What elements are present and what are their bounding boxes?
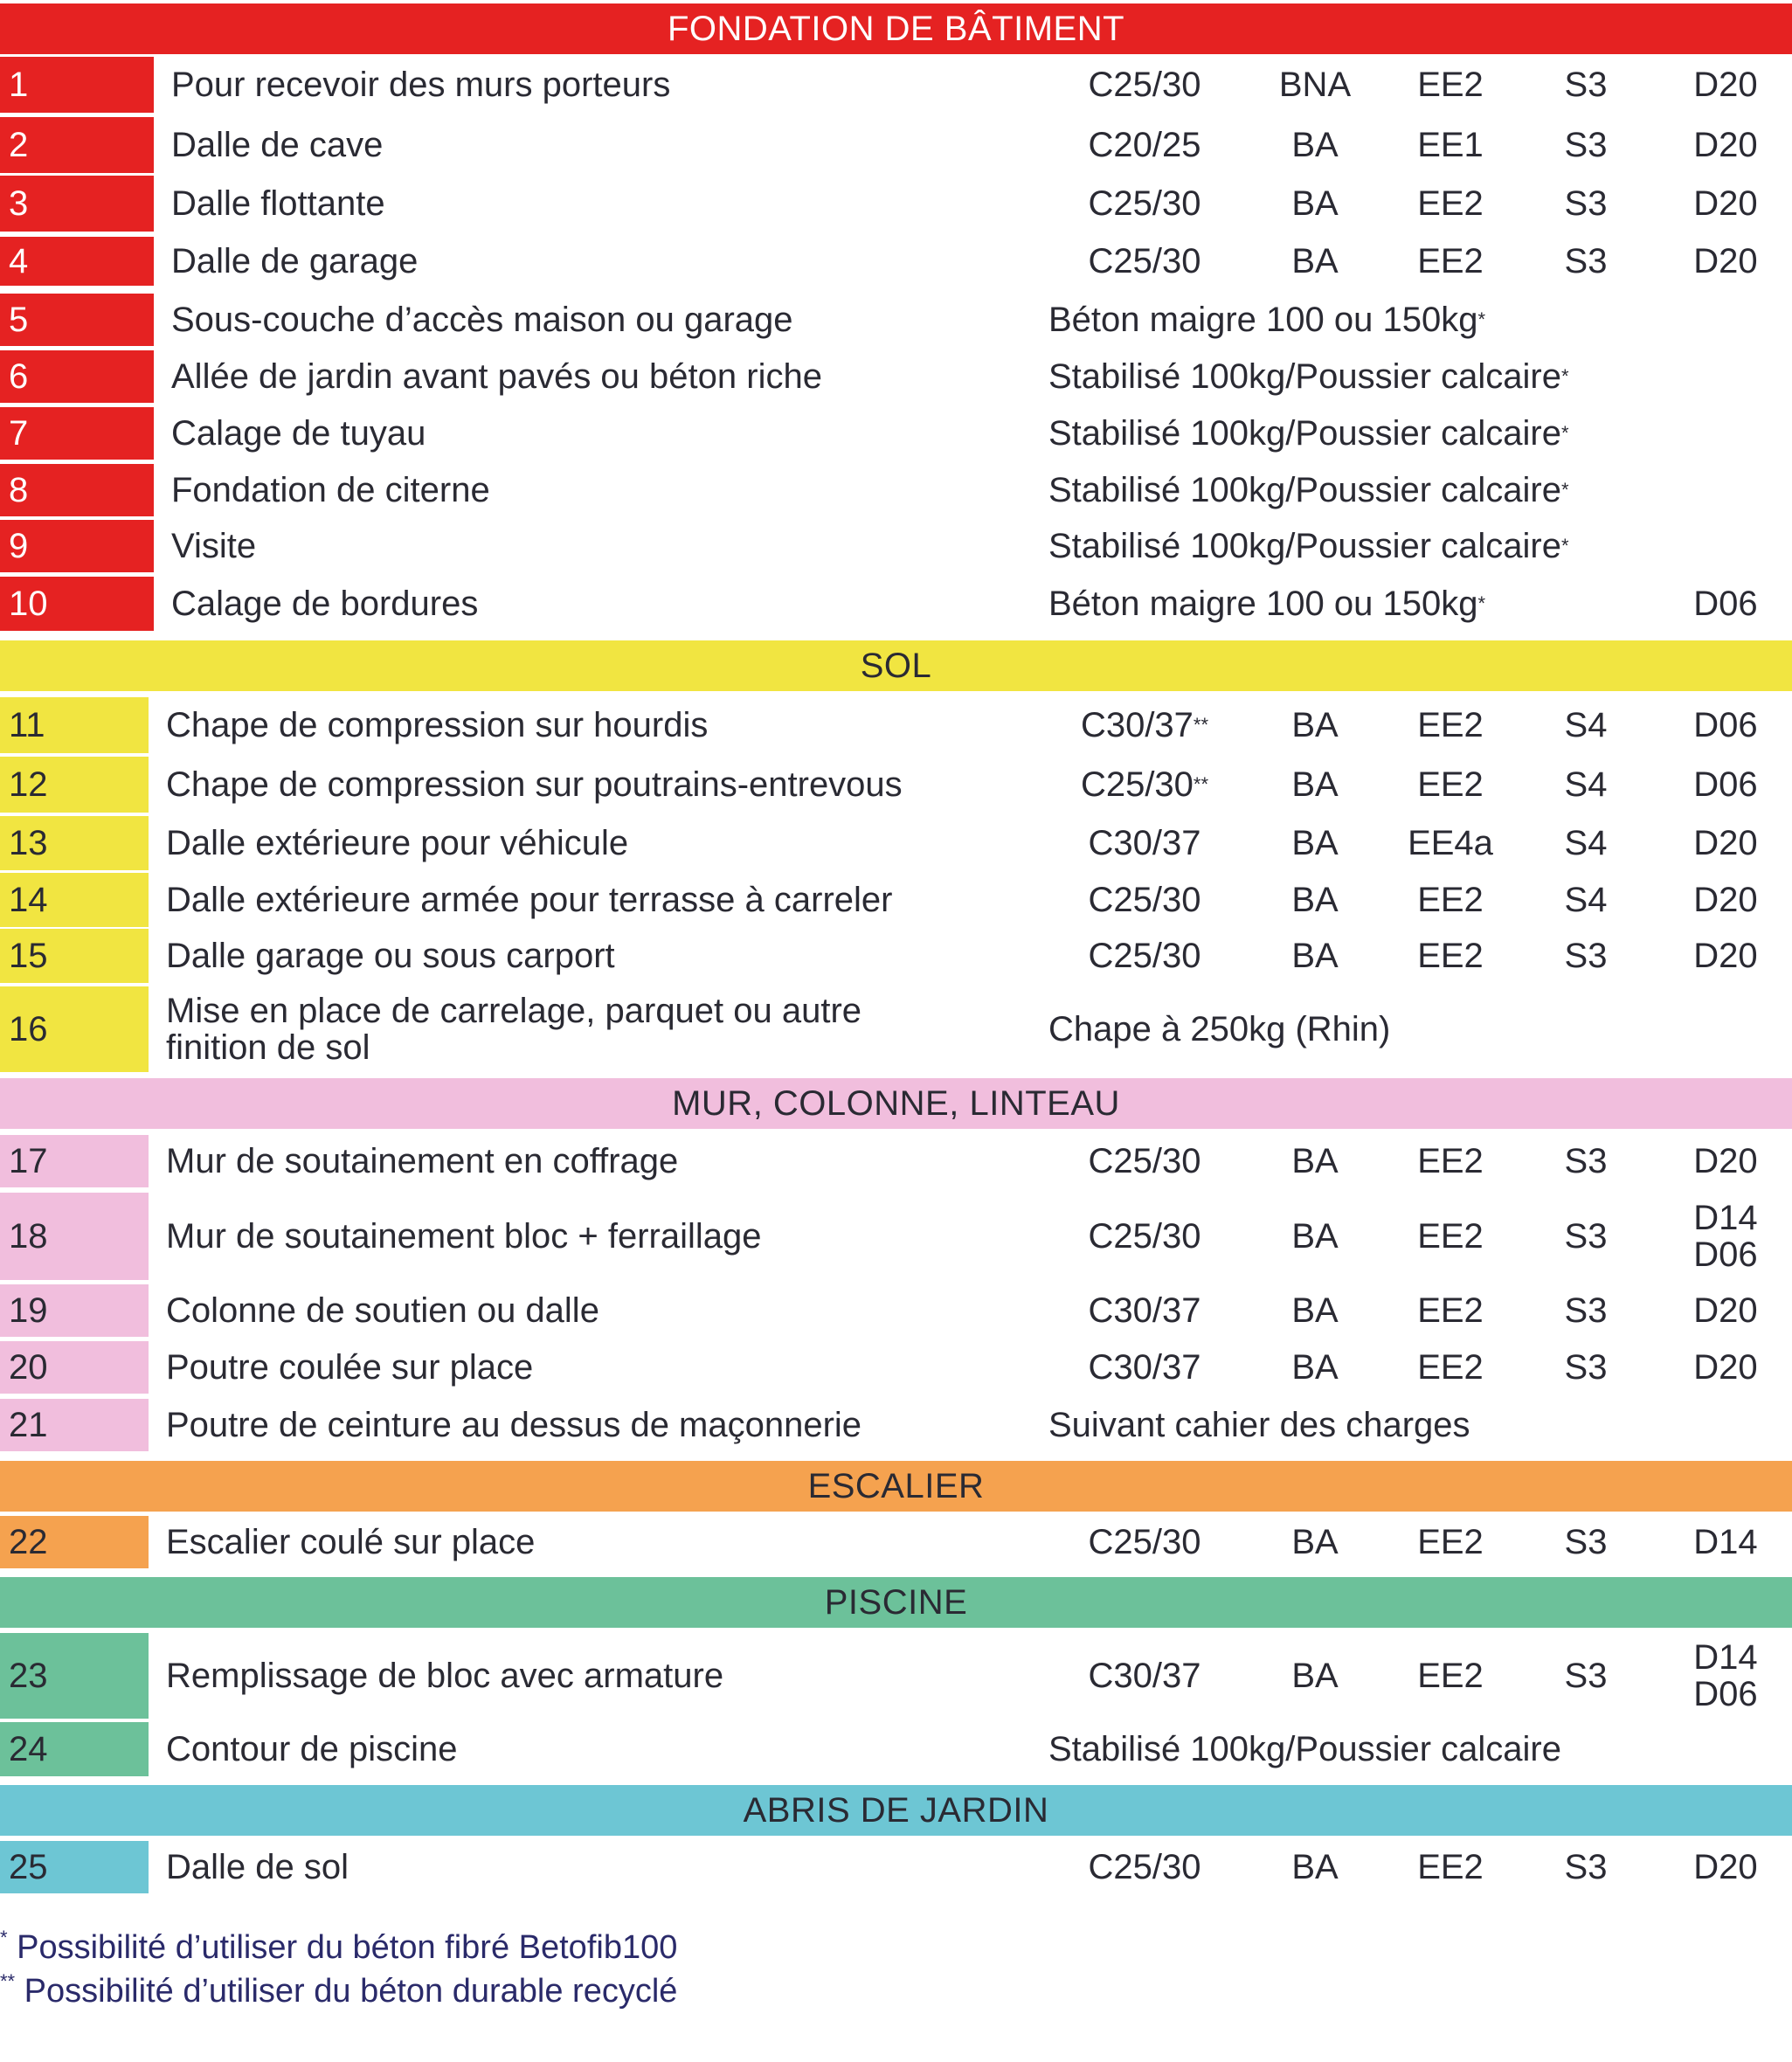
cell-classe-exposition: EE2 — [1417, 765, 1484, 804]
cell-classe-value: C20/25 — [1088, 126, 1201, 164]
row-number: 24 — [0, 1722, 149, 1776]
cell-classe-resistance — [1040, 928, 1249, 984]
row-spec-note-text: Béton maigre 100 ou 150kg — [1048, 300, 1478, 339]
row-label: Dalle de sol — [166, 1848, 349, 1886]
row-label: Escalier coulé sur place — [166, 1523, 536, 1561]
cell-type-beton: BA — [1291, 1142, 1339, 1180]
cell-classe-resistance — [1040, 116, 1249, 174]
cell-granulat: D20 — [1693, 1348, 1758, 1387]
cell-type-beton: BA — [1291, 1657, 1339, 1695]
cell-consistance: S3 — [1564, 1523, 1608, 1561]
table-row — [0, 56, 1792, 114]
row-label: Poutre coulée sur place — [166, 1348, 534, 1387]
cell-granulat-line-1: D14 — [1693, 1199, 1758, 1237]
cell-classe-value: C30/37 — [1088, 1657, 1201, 1695]
table-row — [0, 1284, 1792, 1338]
cell-classe-exposition: EE1 — [1417, 126, 1484, 164]
row-label-line-2: finition de sol — [166, 1028, 370, 1067]
cell-classe-exposition: EE2 — [1417, 1523, 1484, 1561]
table-row — [0, 293, 1792, 347]
cell-type-beton: BA — [1291, 1291, 1339, 1330]
row-number: 13 — [0, 816, 149, 870]
table-row — [0, 928, 1792, 984]
cell-consistance: S3 — [1564, 66, 1608, 104]
row-number: 7 — [0, 407, 154, 460]
row-label — [166, 986, 861, 1073]
table-row — [0, 349, 1792, 404]
cell-classe-resistance — [1040, 815, 1249, 871]
row-label: Remplissage de bloc avec armature — [166, 1657, 724, 1695]
cell-classe-exposition: EE2 — [1417, 937, 1484, 975]
row-number: 3 — [0, 176, 154, 232]
table-row — [0, 236, 1792, 287]
cell-classe-resistance — [1040, 56, 1249, 114]
cell-granulat: D20 — [1693, 1848, 1758, 1886]
cell-classe-value: C25/30 — [1080, 765, 1194, 804]
row-number: 10 — [0, 577, 154, 631]
row-number: 21 — [0, 1399, 149, 1451]
table-row — [0, 1398, 1792, 1452]
cell-classe-exposition: EE4a — [1408, 824, 1493, 862]
table-row — [0, 1632, 1792, 1719]
cell-consistance: S3 — [1564, 1217, 1608, 1256]
cell-classe-value: C25/30 — [1088, 881, 1201, 919]
section-title-mur: MUR, COLONNE, LINTEAU — [672, 1083, 1120, 1123]
cell-type-beton: BA — [1291, 1348, 1339, 1387]
cell-classe-exposition: EE2 — [1417, 1291, 1484, 1330]
cell-classe-resistance — [1040, 1134, 1249, 1188]
cell-classe-value: C25/30 — [1088, 242, 1201, 280]
cell-classe-resistance: C30/37 ** — [1080, 706, 1209, 744]
footnote-fibre — [0, 1929, 677, 1967]
row-number: 23 — [0, 1633, 149, 1719]
row-label: Calage de tuyau — [171, 414, 426, 453]
cell-granulat: D06 — [1693, 765, 1758, 804]
row-spec-note-text: Stabilisé 100kg/Poussier calcaire — [1048, 413, 1561, 453]
cell-consistance: S3 — [1564, 1848, 1608, 1886]
cell-granulat: D20 — [1693, 881, 1758, 919]
cell-type-beton: BA — [1291, 881, 1339, 919]
cell-granulat — [1664, 1192, 1787, 1281]
table-row — [0, 116, 1792, 174]
row-label: Dalle extérieure pour véhicule — [166, 824, 629, 862]
cell-type-beton: BA — [1291, 184, 1339, 223]
row-spec-note: Stabilisé 100kg/Poussier calcaire * — [1048, 413, 1569, 453]
cell-classe-exposition: EE2 — [1417, 242, 1484, 280]
footnote-recycle-text: Possibilité d’utiliser du béton durable recyclé — [15, 1973, 678, 2010]
cell-classe-value: C30/37 — [1088, 1291, 1201, 1330]
row-label: Contour de piscine — [166, 1730, 458, 1768]
cell-type-beton: BA — [1291, 1848, 1339, 1886]
table-row — [0, 519, 1792, 573]
cell-classe-exposition: EE2 — [1417, 1348, 1484, 1387]
cell-classe-value: C25/30 — [1088, 1142, 1201, 1180]
row-number: 11 — [0, 697, 149, 753]
cell-classe-value: C25/30 — [1088, 66, 1201, 104]
row-number: 14 — [0, 873, 149, 927]
table-row — [0, 872, 1792, 928]
cell-granulat-line-1: D14 — [1693, 1638, 1758, 1677]
row-label: Dalle de cave — [171, 126, 384, 164]
row-label: Chape de compression sur hourdis — [166, 706, 709, 744]
table-row — [0, 576, 1792, 632]
cell-granulat: D20 — [1693, 824, 1758, 862]
cell-classe-exposition: EE2 — [1417, 706, 1484, 744]
row-label: Allée de jardin avant pavés ou béton riche — [171, 357, 822, 396]
row-label: Poutre de ceinture au dessus de maçonnerie — [166, 1406, 862, 1444]
cell-classe-resistance: C25/30 ** — [1080, 765, 1209, 804]
cell-consistance: S3 — [1564, 937, 1608, 975]
row-spec-note-text: Suivant cahier des charges — [1048, 1405, 1470, 1444]
cell-type-beton: BA — [1291, 765, 1339, 804]
cell-classe-resistance — [1040, 1340, 1249, 1394]
cell-consistance: S4 — [1564, 765, 1608, 804]
row-number: 6 — [0, 350, 154, 403]
cell-classe-resistance — [1040, 1284, 1249, 1338]
section-title-sol: SOL — [860, 646, 932, 685]
cell-consistance: S3 — [1564, 1291, 1608, 1330]
row-number: 4 — [0, 237, 154, 286]
table-row — [0, 1134, 1792, 1188]
cell-classe-resistance — [1040, 1632, 1249, 1719]
table-row — [0, 1340, 1792, 1394]
cell-classe-value: C25/30 — [1088, 1523, 1201, 1561]
section-header-mur — [0, 1078, 1792, 1129]
section-title-abris: ABRIS DE JARDIN — [743, 1790, 1049, 1830]
cell-classe-value: C30/37 — [1088, 824, 1201, 862]
row-number: 20 — [0, 1341, 149, 1394]
footnote-mark-single: * — [0, 1927, 8, 1948]
cell-granulat-line-2: D06 — [1693, 1235, 1758, 1274]
cell-granulat: D06 — [1693, 706, 1758, 744]
cell-type-beton: BA — [1291, 824, 1339, 862]
table-row — [0, 1192, 1792, 1281]
table-row — [0, 1721, 1792, 1777]
cell-granulat: D20 — [1693, 937, 1758, 975]
cell-classe-exposition: EE2 — [1417, 184, 1484, 223]
row-spec-note — [1048, 1721, 1561, 1777]
table-row — [0, 463, 1792, 517]
row-number: 18 — [0, 1193, 149, 1280]
table-row — [0, 406, 1792, 460]
cell-granulat: D20 — [1693, 126, 1758, 164]
cell-consistance: S3 — [1564, 1348, 1608, 1387]
cell-consistance: S3 — [1564, 126, 1608, 164]
row-label: Visite — [171, 527, 257, 565]
table-row — [0, 1515, 1792, 1569]
row-spec-note-text: Stabilisé 100kg/Poussier calcaire — [1048, 470, 1561, 509]
cell-granulat: D20 — [1693, 1291, 1758, 1330]
cell-type-beton: BA — [1291, 126, 1339, 164]
table-row — [0, 986, 1792, 1073]
row-spec-note — [1048, 986, 1390, 1073]
section-header-piscine — [0, 1577, 1792, 1628]
cell-consistance: S3 — [1564, 184, 1608, 223]
cell-type-beton: BA — [1291, 242, 1339, 280]
row-spec-note: Stabilisé 100kg/Poussier calcaire * — [1048, 356, 1569, 396]
row-number: 12 — [0, 757, 149, 813]
cell-classe-value: C30/37 — [1080, 706, 1194, 744]
cell-classe-exposition: EE2 — [1417, 1657, 1484, 1695]
cell-classe-exposition: EE2 — [1417, 881, 1484, 919]
cell-granulat-line-2: D06 — [1693, 1675, 1758, 1713]
row-label: Sous-couche d’accès maison ou garage — [171, 301, 793, 339]
row-label: Mur de soutainement bloc + ferraillage — [166, 1217, 762, 1256]
section-header-fondation — [0, 3, 1792, 54]
cell-classe-resistance — [1040, 236, 1249, 287]
row-spec-note-text: Stabilisé 100kg/Poussier calcaire — [1048, 1729, 1561, 1768]
row-number: 9 — [0, 520, 154, 572]
row-spec-note-text: Béton maigre 100 ou 150kg — [1048, 584, 1478, 623]
row-spec-note-text: Chape à 250kg (Rhin) — [1048, 1009, 1391, 1048]
cell-classe-resistance — [1040, 1515, 1249, 1569]
table-row — [0, 756, 1792, 813]
cell-type-beton: BA — [1291, 1217, 1339, 1256]
cell-consistance: S3 — [1564, 242, 1608, 280]
table-row — [0, 1840, 1792, 1894]
row-number: 5 — [0, 294, 154, 346]
cell-classe-resistance — [1040, 872, 1249, 928]
row-label: Dalle extérieure armée pour terrasse à carreler — [166, 881, 893, 919]
section-header-abris — [0, 1785, 1792, 1836]
row-label: Dalle flottante — [171, 184, 385, 223]
cell-granulat — [1664, 1632, 1787, 1719]
section-title-piscine: PISCINE — [824, 1582, 968, 1622]
cell-classe-exposition: EE2 — [1417, 1217, 1484, 1256]
cell-classe-exposition: EE2 — [1417, 1848, 1484, 1886]
row-spec-note: Stabilisé 100kg/Poussier calcaire * — [1048, 470, 1569, 509]
cell-granulat: D20 — [1693, 1142, 1758, 1180]
cell-classe-value: C25/30 — [1088, 1217, 1201, 1256]
row-label: Dalle garage ou sous carport — [166, 937, 615, 975]
row-number: 17 — [0, 1135, 149, 1187]
row-number: 25 — [0, 1841, 149, 1893]
footnote-fibre-text: Possibilité d’utiliser du béton fibré Betofib100 — [7, 1929, 678, 1966]
table-row — [0, 696, 1792, 754]
cell-classe-exposition: EE2 — [1417, 66, 1484, 104]
cell-granulat: D20 — [1693, 242, 1758, 280]
section-header-escalier — [0, 1461, 1792, 1512]
row-label: Colonne de soutien ou dalle — [166, 1291, 599, 1330]
cell-classe-value: C25/30 — [1088, 184, 1201, 223]
row-spec-note: Béton maigre 100 ou 150kg * — [1048, 300, 1486, 339]
row-label: Calage de bordures — [171, 585, 479, 623]
cell-type-beton: BNA — [1278, 66, 1352, 104]
row-number: 15 — [0, 929, 149, 983]
cell-classe-resistance — [1040, 1192, 1249, 1281]
cell-granulat: D14 — [1693, 1523, 1758, 1561]
cell-classe-value: C30/37 — [1088, 1348, 1201, 1387]
row-number: 19 — [0, 1284, 149, 1337]
cell-granulat: D20 — [1693, 66, 1758, 104]
cell-classe-exposition: EE2 — [1417, 1142, 1484, 1180]
cell-consistance: S3 — [1564, 1142, 1608, 1180]
row-number: 2 — [0, 117, 154, 173]
row-label: Chape de compression sur poutrains-entrevous — [166, 765, 903, 804]
cell-consistance: S3 — [1564, 1657, 1608, 1695]
row-label: Fondation de citerne — [171, 471, 490, 509]
row-label: Mur de soutainement en coffrage — [166, 1142, 679, 1180]
table-row — [0, 175, 1792, 232]
cell-classe-resistance — [1040, 175, 1249, 232]
row-label: Pour recevoir des murs porteurs — [171, 66, 671, 104]
cell-consistance: S4 — [1564, 706, 1608, 744]
row-number: 1 — [0, 57, 154, 113]
row-label: Dalle de garage — [171, 242, 419, 280]
cell-classe-resistance — [1040, 1840, 1249, 1894]
table-row — [0, 815, 1792, 871]
section-title-escalier: ESCALIER — [807, 1466, 985, 1505]
cell-type-beton: BA — [1291, 1523, 1339, 1561]
row-label-line-1: Mise en place de carrelage, parquet ou autre — [166, 992, 862, 1030]
section-header-sol — [0, 640, 1792, 691]
cell-consistance: S4 — [1564, 824, 1608, 862]
row-spec-note-text: Stabilisé 100kg/Poussier calcaire — [1048, 526, 1561, 565]
cell-classe-value: C25/30 — [1088, 937, 1201, 975]
footnote-recycle — [0, 1970, 678, 2010]
cell-type-beton: BA — [1291, 937, 1339, 975]
row-spec-note-text: Stabilisé 100kg/Poussier calcaire — [1048, 356, 1561, 396]
row-number: 22 — [0, 1516, 149, 1568]
cell-type-beton: BA — [1291, 706, 1339, 744]
cell-consistance: S4 — [1564, 881, 1608, 919]
row-spec-note — [1048, 1398, 1470, 1452]
row-spec-note: Stabilisé 100kg/Poussier calcaire * — [1048, 526, 1569, 565]
footnote-mark-double: ** — [0, 1970, 16, 1992]
cell-granulat: D20 — [1693, 184, 1758, 223]
section-title-fondation: FONDATION DE BÂTIMENT — [667, 9, 1125, 48]
row-number: 8 — [0, 464, 154, 516]
row-number: 16 — [0, 986, 149, 1072]
row-spec-note: Béton maigre 100 ou 150kg * — [1048, 584, 1486, 623]
cell-classe-value: C25/30 — [1088, 1848, 1201, 1886]
cell-granulat: D06 — [1693, 585, 1758, 623]
